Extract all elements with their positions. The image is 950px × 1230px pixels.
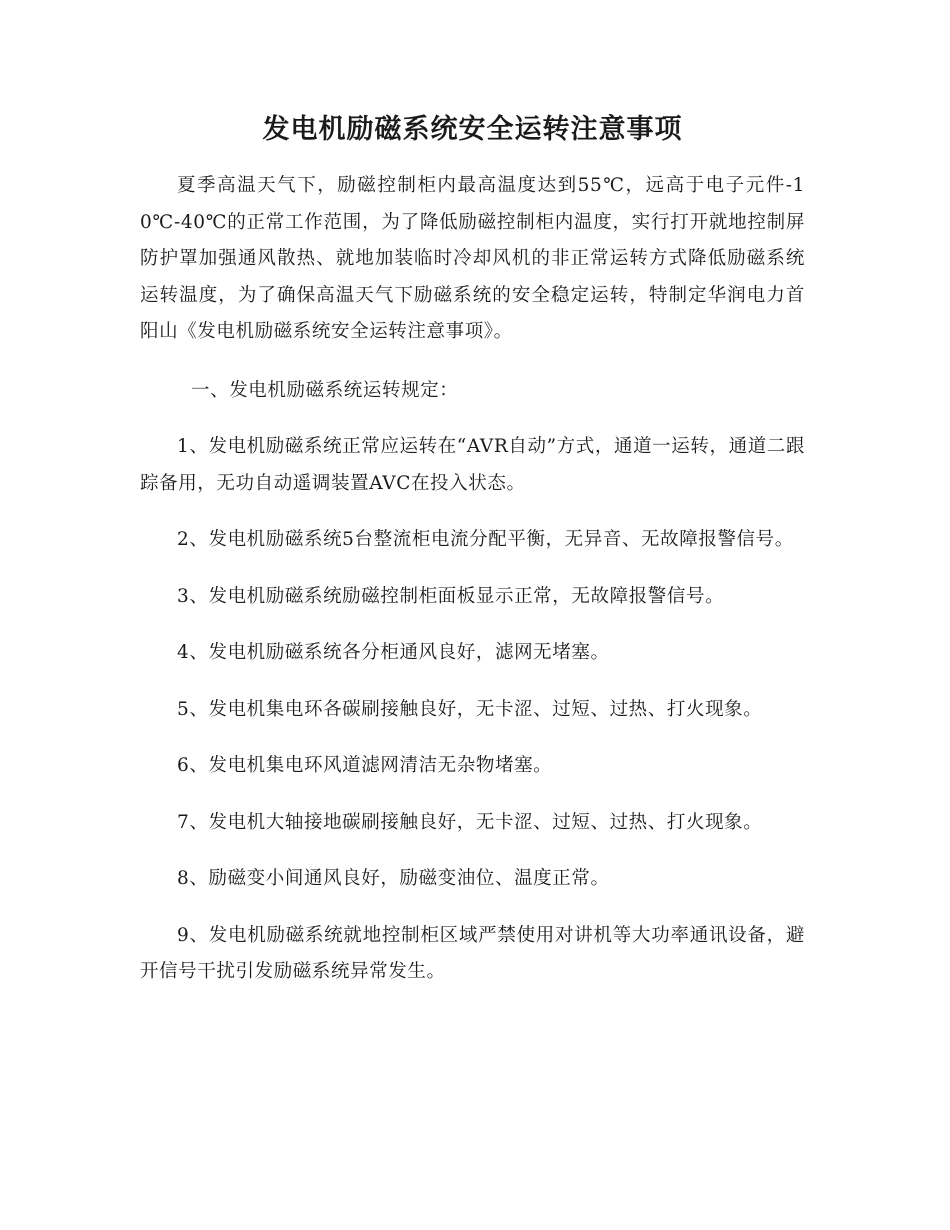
rule-item-3: 3、发电机励磁系统励磁控制柜面板显示正常，无故障报警信号。 bbox=[177, 585, 725, 607]
rule-item-2: 2、发电机励磁系统5台整流柜电流分配平衡，无异音、无故障报警信号。 bbox=[177, 529, 794, 550]
intro-paragraph: 夏季高温天气下，励磁控制柜内最高温度达到55℃，远高于电子元件-10℃-40℃的正常工作范围，为了降低励磁控制柜内温度，实行打开就地控制屏防护罩加强通风散热、就地加装临时冷却风机的非正常运转方式降低励磁系统运转温度，为了确保高温天气下励磁系统的安全稳定运转，特制定华润电力首阳山《发电机励磁系统安全运转注意事项》。 bbox=[140, 175, 805, 342]
rule-item-4: 4、发电机励磁系统各分柜通风良好，滤网无堵塞。 bbox=[177, 642, 610, 663]
rule-item-5: 5、发电机集电环各碳刷接触良好，无卡涩、过短、过热、打火现象。 bbox=[177, 698, 763, 720]
rule-item-1: 1、发电机励磁系统正常应运转在“AVR自动”方式，通道一运转，通道二跟踪备用，无功自动遥调装置AVC在投入状态。 bbox=[140, 436, 805, 494]
rule-item-9: 9、发电机励磁系统就地控制柜区域严禁使用对讲机等大功率通讯设备，避开信号干扰引发励磁系统异常发生。 bbox=[140, 924, 805, 982]
rule-item-8: 8、励磁变小间通风良好，励磁变油位、温度正常。 bbox=[177, 868, 610, 889]
rule-item-6: 6、发电机集电环风道滤网清洁无杂物堵塞。 bbox=[177, 755, 553, 776]
rule-item-7: 7、发电机大轴接地碳刷接触良好，无卡涩、过短、过热、打火现象。 bbox=[177, 811, 763, 833]
section-heading: 一、发电机励磁系统运转规定： bbox=[191, 379, 459, 401]
document-title: 发电机励磁系统安全运转注意事项 bbox=[262, 114, 683, 145]
document-body bbox=[140, 108, 805, 991]
